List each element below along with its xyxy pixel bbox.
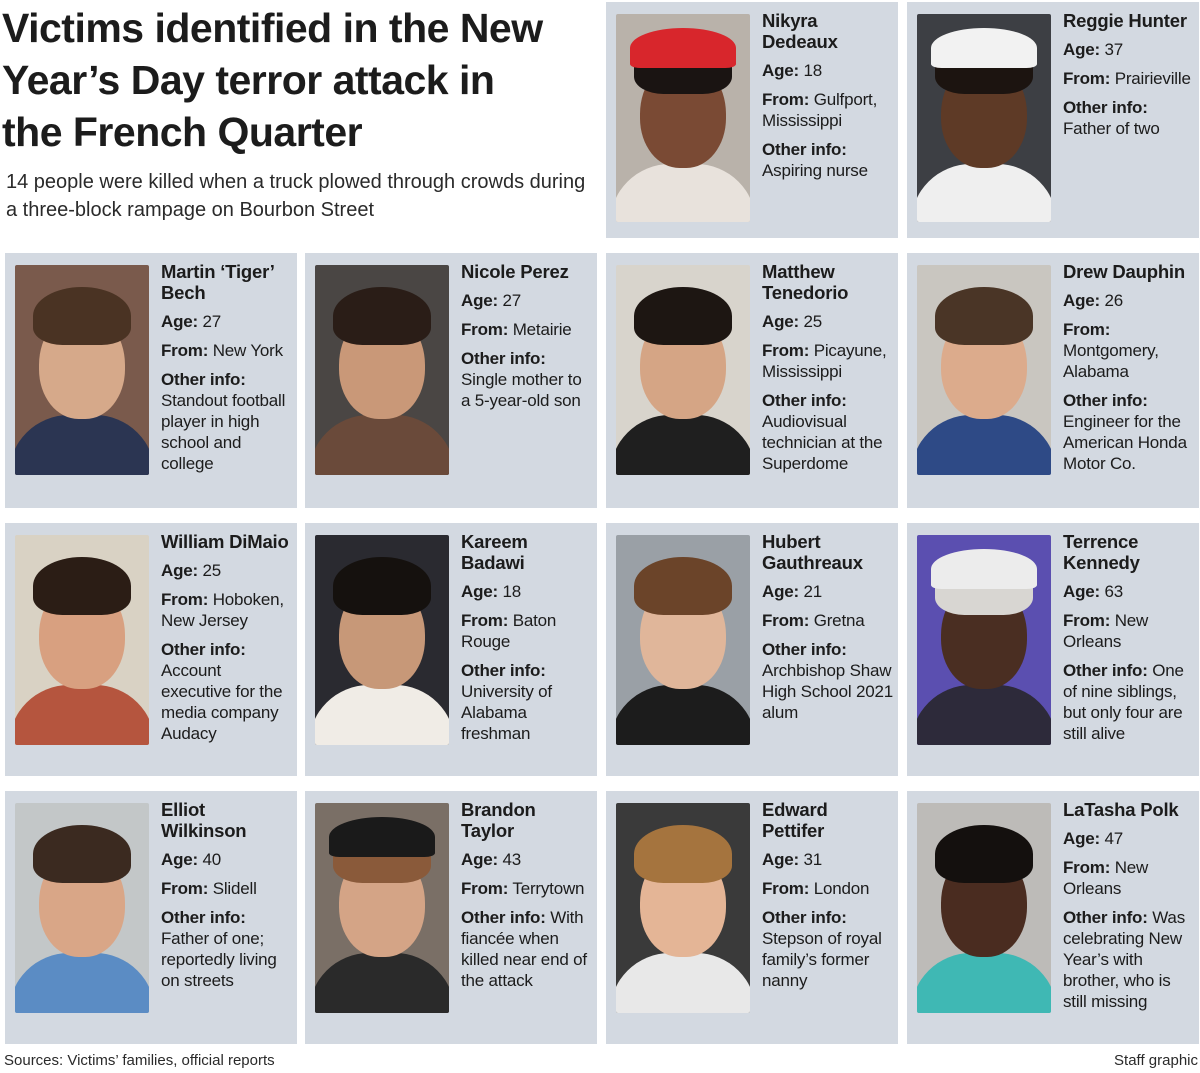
from-label: From: [762,90,810,109]
from-label: From: [161,341,209,360]
victim-photo [616,535,750,745]
victim-other [1063,97,1195,139]
age-label: Age: [161,850,198,869]
portrait-hair [634,825,732,883]
from-value: New Orleans [1063,611,1149,651]
from-label: From: [461,320,509,339]
other-value: Father of two [1063,119,1160,138]
other-value: Single mother to a 5-year-old son [461,370,582,410]
headline: Victims identified in the New Year’s Day terror attack in the French Quarter [2,5,543,155]
victim-other [461,907,593,991]
portrait-hat [931,549,1037,589]
age-label: Age: [1063,829,1100,848]
victim-photo [315,803,449,1013]
portrait-hair [935,825,1033,883]
age-label: Age: [1063,582,1100,601]
age-value: 18 [803,61,823,80]
victim-photo [315,535,449,745]
portrait-torso [616,164,750,222]
victim-name: Nikyra Dedeaux [762,10,838,52]
portrait-torso [315,685,449,745]
victim-photo [917,803,1051,1013]
portrait-torso [15,415,149,475]
portrait-torso [917,953,1051,1013]
other-value: Stepson of royal family’s former nanny [762,929,882,990]
age-label: Age: [161,561,198,580]
credit-note: Staff graphic [1114,1052,1198,1069]
age-value: 18 [502,582,522,601]
from-label: From: [1063,858,1111,877]
victim-photo [917,14,1051,222]
victim-photo [616,803,750,1013]
portrait-torso [616,953,750,1013]
victim-age [161,849,293,870]
other-label: Other info: [161,370,246,389]
victim-info [161,261,293,482]
victim-name: LaTasha Polk [1063,799,1179,820]
from-label: From: [461,879,509,898]
victim-card [907,791,1199,1044]
other-value: University of Alabama freshman [461,682,552,743]
victim-from [161,878,293,899]
portrait-hat [329,817,435,857]
from-label: From: [762,879,810,898]
victim-name: Edward Pettifer [762,799,828,841]
victim-name: Elliot Wilkinson [161,799,247,841]
victim-from [161,340,293,361]
victim-other [161,369,293,474]
victim-photo [917,535,1051,745]
victim-name: Reggie Hunter [1063,10,1187,31]
victim-from [461,878,593,899]
other-label: Other info: [1063,391,1148,410]
portrait-hair [33,287,131,345]
other-label: Other info: [461,349,546,368]
victim-photo [315,265,449,475]
victim-photo [616,14,750,222]
from-label: From: [762,611,810,630]
from-value: Metairie [512,320,572,339]
victim-from [762,89,894,131]
victim-card [305,253,597,508]
victim-other [1063,390,1195,474]
victim-card [5,523,297,776]
from-value: Gulfport, Mississippi [762,90,878,130]
victim-card [606,253,898,508]
age-label: Age: [461,291,498,310]
victim-photo [917,265,1051,475]
from-value: New York [212,341,283,360]
from-label: From: [461,611,509,630]
age-value: 47 [1104,829,1124,848]
victim-info [762,261,894,482]
portrait-hair [333,557,431,615]
victim-card [305,523,597,776]
victim-from [1063,857,1195,899]
portrait-torso [15,685,149,745]
victim-age [461,581,593,602]
age-label: Age: [762,582,799,601]
other-value: Father of one; reportedly living on streets [161,929,277,990]
victim-info [1063,799,1195,1020]
victim-age [762,311,894,332]
portrait-torso [917,164,1051,222]
age-label: Age: [161,312,198,331]
age-value: 37 [1104,40,1124,59]
portrait-hair [634,287,732,345]
victim-info [461,261,593,419]
age-value: 25 [202,561,222,580]
other-value: Aspiring nurse [762,161,868,180]
victim-age [1063,581,1195,602]
victim-name: Drew Dauphin [1063,261,1185,282]
portrait-torso [315,953,449,1013]
sources-note: Sources: Victims’ families, official reports [4,1052,275,1069]
victim-info [461,799,593,999]
portrait-torso [15,953,149,1013]
portrait-hat [931,28,1037,68]
other-value: Standout football player in high school and college [161,391,286,473]
victim-info [1063,531,1195,752]
portrait-torso [917,415,1051,475]
portrait-hat [630,28,736,68]
other-label: Other info: [762,140,847,159]
victim-info [1063,10,1195,147]
victim-age [762,849,894,870]
other-label: Other info: [1063,98,1148,117]
victim-other [161,639,293,744]
victim-name: Brandon Taylor [461,799,536,841]
portrait-torso [616,415,750,475]
other-label: Other info: [762,640,847,659]
victim-name: William DiMaio [161,531,289,552]
victim-age [1063,290,1195,311]
victim-info [762,10,894,189]
age-value: 27 [502,291,522,310]
portrait-torso [917,685,1051,745]
victim-name: Martin ‘Tiger’ Bech [161,261,274,303]
victim-name: Nicole Perez [461,261,569,282]
from-value: Slidell [212,879,257,898]
other-label: Other info: [1063,661,1148,680]
victim-from [762,610,894,631]
age-value: 26 [1104,291,1124,310]
other-label: Other info: [161,908,246,927]
other-label: Other info: [461,661,546,680]
portrait-hair [634,557,732,615]
from-label: From: [161,879,209,898]
victim-photo [15,535,149,745]
age-label: Age: [461,850,498,869]
victim-info [762,799,894,999]
from-value: New Orleans [1063,858,1149,898]
from-value: Baton Rouge [461,611,557,651]
victim-photo [616,265,750,475]
age-value: 31 [803,850,823,869]
subhead: 14 people were killed when a truck plowed through crowds during a three-block rampage on Bourbon Street [6,171,586,221]
other-value: Account executive for the media company Audacy [161,661,283,743]
age-value: 63 [1104,582,1124,601]
victim-other [762,139,894,181]
victim-age [161,560,293,581]
from-value: Terrytown [512,879,585,898]
age-label: Age: [762,61,799,80]
age-label: Age: [762,850,799,869]
portrait-hair [33,557,131,615]
other-value: Engineer for the American Honda Motor Co. [1063,412,1187,473]
victim-other [762,907,894,991]
from-label: From: [762,341,810,360]
age-label: Age: [1063,40,1100,59]
portrait-hair [333,287,431,345]
victim-other [461,660,593,744]
other-label: Other info: [762,908,847,927]
victim-card [5,253,297,508]
victim-info [161,531,293,752]
from-label: From: [161,590,209,609]
from-value: Gretna [813,611,865,630]
victim-photo [15,265,149,475]
from-label: From: [1063,69,1111,88]
victim-card [606,523,898,776]
other-value: Was celebrating New Year’s with brother, who is still missing [1063,908,1185,1011]
victim-age [1063,828,1195,849]
other-label: Other info: [1063,908,1148,927]
age-value: 40 [202,850,222,869]
victim-photo [15,803,149,1013]
age-label: Age: [762,312,799,331]
victim-name: Matthew Tenedorio [762,261,849,303]
age-label: Age: [1063,291,1100,310]
victim-info [161,799,293,999]
other-label: Other info: [461,908,546,927]
from-value: Picayune, Mississippi [762,341,887,381]
victim-name: Hubert Gauthreaux [762,531,863,573]
victim-from [1063,68,1195,89]
age-value: 27 [202,312,222,331]
from-value: Prairieville [1114,69,1191,88]
victim-card [606,2,898,238]
victim-from [1063,319,1195,382]
other-label: Other info: [161,640,246,659]
victim-age [461,849,593,870]
victim-name: Terrence Kennedy [1063,531,1140,573]
victim-from [461,319,593,340]
from-value: Hoboken, New Jersey [161,590,284,630]
victim-other [161,907,293,991]
victim-card [907,523,1199,776]
victim-card [907,2,1199,238]
victim-from [762,340,894,382]
age-value: 21 [803,582,823,601]
other-value: Audiovisual technician at the Superdome [762,412,883,473]
victim-name: Kareem Badawi [461,531,528,573]
age-value: 43 [502,850,522,869]
other-value: One of nine siblings, but only four are still alive [1063,661,1184,743]
victim-from [161,589,293,631]
victim-age [762,581,894,602]
portrait-torso [315,415,449,475]
victim-info [762,531,894,731]
from-label: From: [1063,611,1111,630]
victim-age [1063,39,1195,60]
age-value: 25 [803,312,823,331]
age-label: Age: [461,582,498,601]
from-value: London [813,879,870,898]
victim-card [5,791,297,1044]
victim-other [1063,660,1195,744]
victim-from [1063,610,1195,652]
victim-info [461,531,593,752]
victim-age [762,60,894,81]
from-value: Montgomery, Alabama [1063,341,1159,381]
victim-from [461,610,593,652]
victim-age [161,311,293,332]
other-value: With fiancée when killed near end of the attack [461,908,587,990]
victim-card [907,253,1199,508]
victim-card [305,791,597,1044]
other-value: Archbishop Shaw High School 2021 alum [762,661,894,722]
victim-other [762,639,894,723]
other-label: Other info: [762,391,847,410]
victim-other [461,348,593,411]
victim-age [461,290,593,311]
portrait-torso [616,685,750,745]
victim-other [762,390,894,474]
victim-card [606,791,898,1044]
portrait-hair [33,825,131,883]
victim-other [1063,907,1195,1012]
victim-from [762,878,894,899]
from-label: From: [1063,320,1111,339]
portrait-hair [935,287,1033,345]
victim-info [1063,261,1195,482]
